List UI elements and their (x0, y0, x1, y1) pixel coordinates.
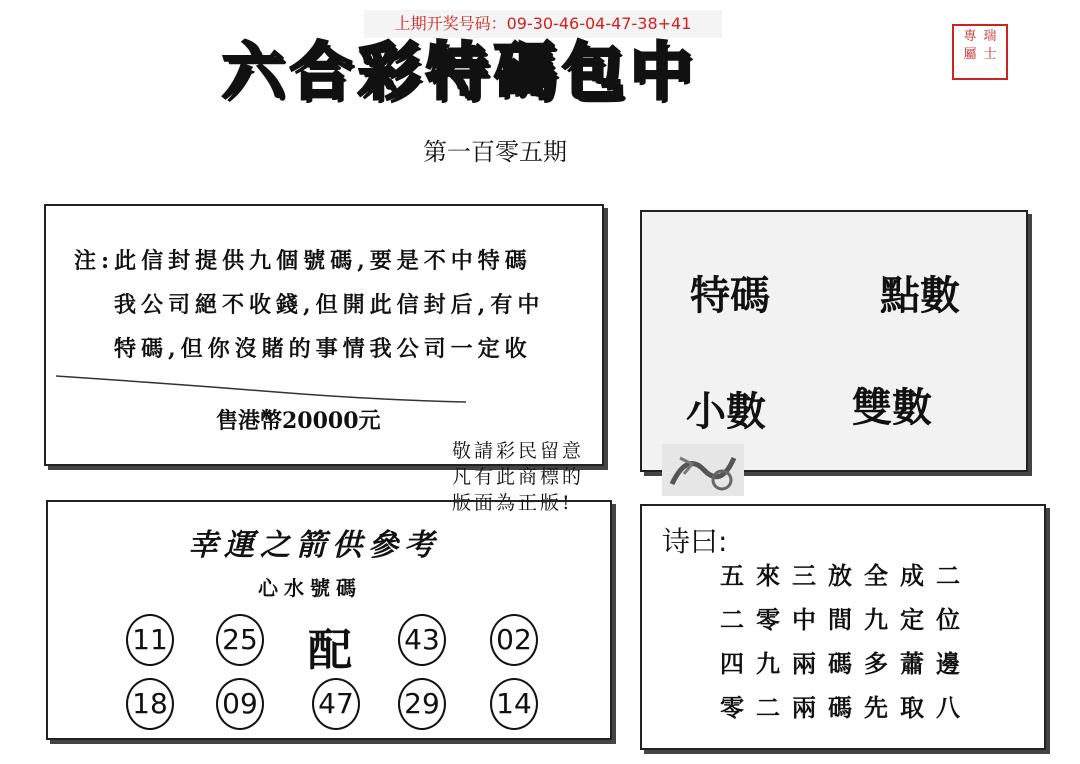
poem-line: 二零中間九定位 (720, 605, 972, 634)
note-line: 敬請彩民留意 (452, 440, 585, 462)
issue-number: 第一百零五期 (423, 138, 567, 166)
previous-draw-banner: 上期开奖号码：09-30-46-04-47-38+41 (364, 10, 722, 38)
note-line: 凡有此商標的 (452, 466, 585, 488)
poem-line: 零二兩碼先取八 (720, 693, 972, 722)
number-ball: 29 (398, 678, 446, 730)
notice-line: 我公司絕不收錢,但開此信封后,有中 (114, 292, 545, 318)
pair-character: 配 (308, 625, 352, 676)
number-ball: 02 (490, 614, 538, 666)
seal-char: 瑞 (983, 29, 997, 44)
lucky-numbers-box (46, 500, 612, 740)
page-title: 六合彩特碼包中 (222, 35, 699, 108)
poem-box (640, 504, 1046, 750)
number-ball: 43 (398, 614, 446, 666)
number-ball: 14 (490, 678, 538, 730)
seal-char: 屬 (963, 47, 977, 62)
dragon-trademark-logo (662, 444, 744, 496)
number-ball: 25 (216, 614, 264, 666)
hint-small-number: 小數 (686, 389, 766, 435)
number-ball: 47 (312, 678, 360, 730)
scribble-stroke (56, 366, 476, 406)
red-seal-stamp (952, 24, 1008, 80)
number-ball: 11 (126, 614, 174, 666)
notice-line: 注:此信封提供九個號碼,要是不中特碼 (74, 248, 532, 274)
notice-box (44, 204, 604, 466)
seal-char: 士 (983, 47, 997, 62)
poem-label: 诗曰: (662, 525, 728, 558)
number-ball: 18 (126, 678, 174, 730)
poem-line: 五來三放全成二 (720, 561, 972, 590)
hint-points: 點數 (880, 273, 960, 319)
seal-char: 專 (963, 29, 977, 44)
hint-even-number: 雙數 (852, 385, 932, 431)
lucky-title: 幸運之箭供參考 (188, 528, 440, 563)
hint-box (640, 210, 1028, 472)
hint-special-code: 特碼 (690, 273, 770, 319)
number-ball: 09 (216, 678, 264, 730)
notice-line: 特碼,但你沒賭的事情我公司一定收 (114, 336, 532, 362)
price-text: 售港幣20000元 (216, 408, 381, 434)
lucky-subtitle: 心水號碼 (258, 576, 362, 600)
poem-line: 四九兩碼多蕭邊 (720, 649, 972, 678)
note-line: 版面為正版! (452, 492, 573, 514)
